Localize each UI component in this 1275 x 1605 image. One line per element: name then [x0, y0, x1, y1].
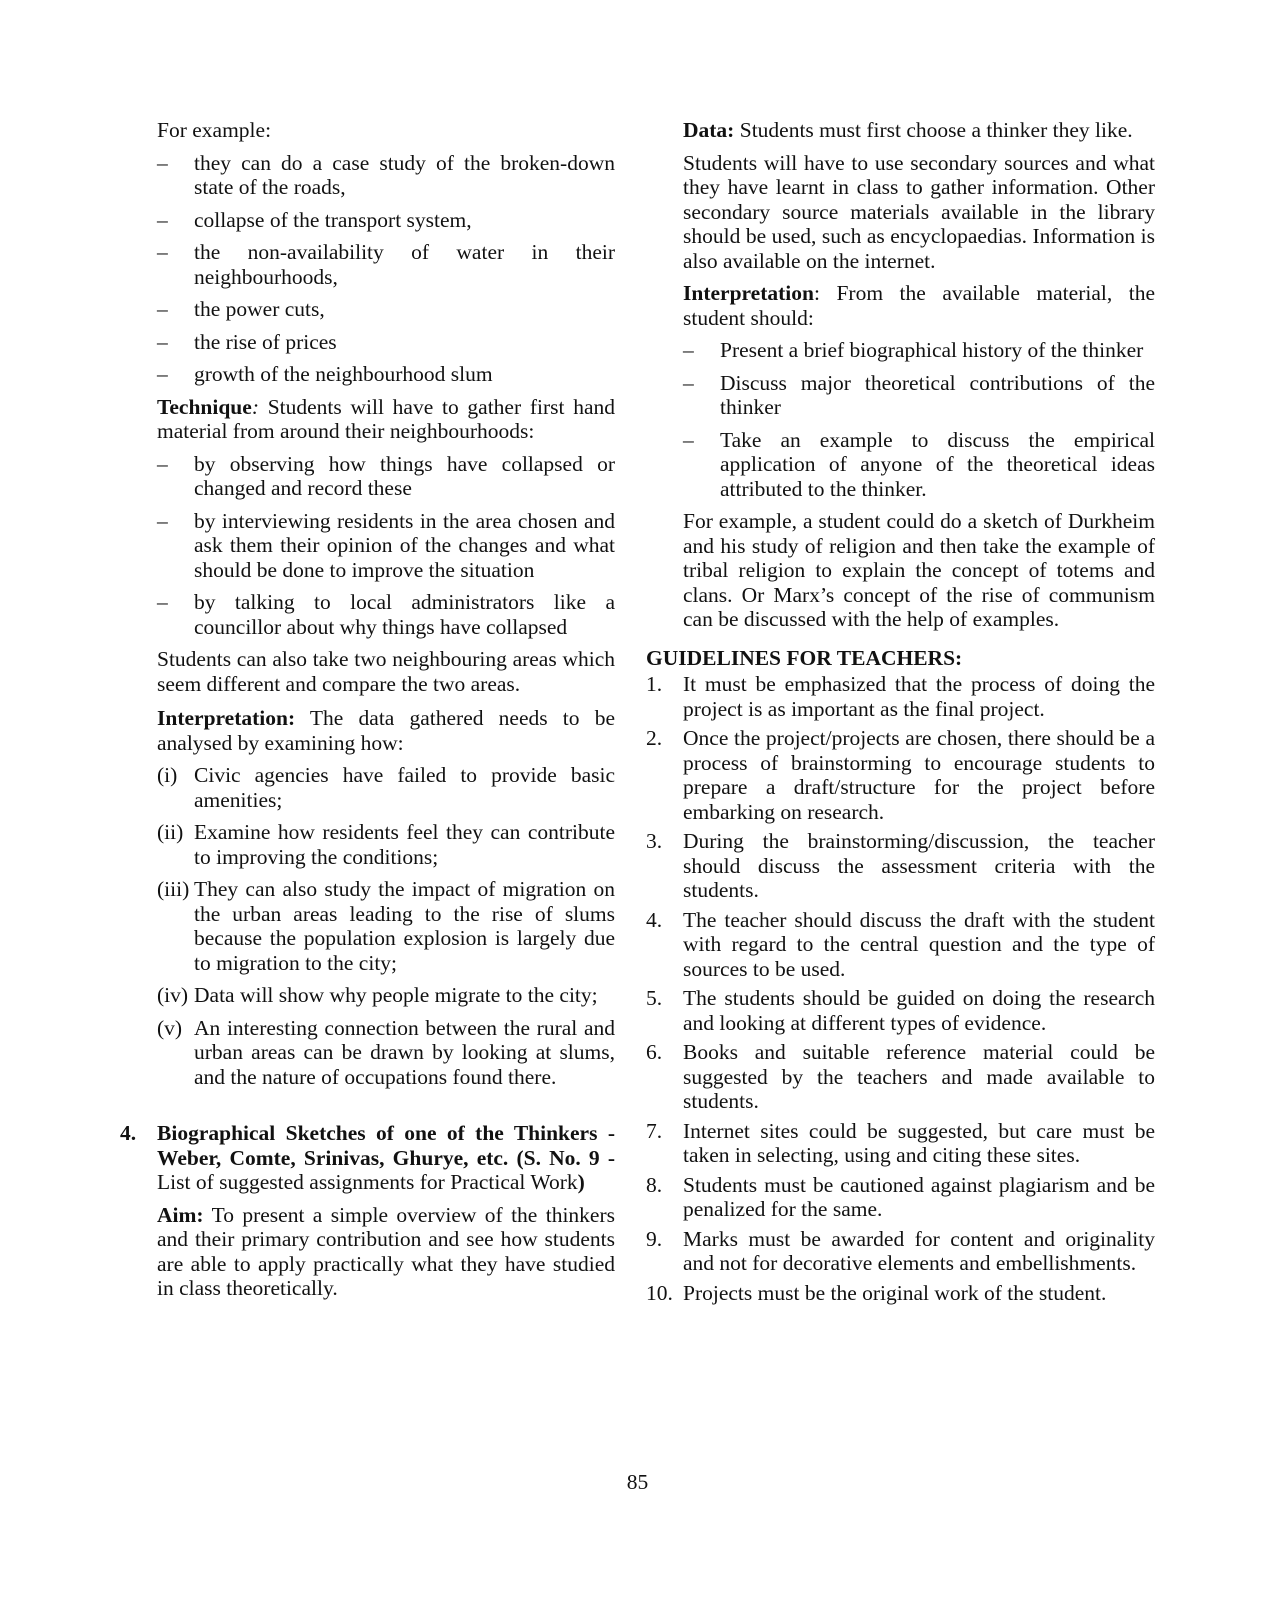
data-label: Data:	[683, 118, 735, 142]
list-item: – growth of the neighbourhood slum	[157, 362, 493, 386]
list-item: (iii) They can also study the impact of migration on the urban areas leading to the rise of slums because the population explosion is largely due to migration to the city;	[157, 877, 615, 975]
list-item: 2. Once the project/projects are chosen, there should be a process of brainstorming to encourage students to prepare a draft/structure for the project before embarking on research.	[646, 726, 1155, 824]
left-column	[120, 118, 615, 1301]
list-item: – the power cuts,	[157, 297, 325, 321]
list-item: – the rise of prices	[157, 329, 337, 354]
list-item: – Take an example to discuss the empirical application of anyone of the theoretical ideas attributed to the thinker.	[683, 427, 1155, 501]
list-item: (ii) Examine how residents feel they can contribute to improving the conditions;	[157, 820, 615, 869]
list-item: 7. Internet sites could be suggested, but care must be taken in selecting, using and citing these sites.	[646, 1118, 1155, 1167]
data-paragraph: Data: Students must first choose a thinker they like.	[683, 118, 1133, 142]
list-item: 1. It must be emphasized that the process of doing the project is as important as the final project.	[646, 672, 1155, 721]
list-item: 4. The teacher should discuss the draft with the student with regard to the central question and the type of sources to be used.	[646, 907, 1155, 981]
for-example-intro: For example:	[157, 118, 272, 142]
list-item: – by observing how things have collapsed or changed and record these	[157, 451, 615, 500]
interpretation-label: Interpretation:	[157, 706, 296, 730]
compare-paragraph: Students can also take two neighbouring areas which seem different and compare the two areas.	[157, 647, 615, 696]
dash-bullet: –	[157, 362, 168, 386]
aim-paragraph: Aim: To present a simple overview of the thinkers and their primary contribution and see how students are able to apply practically what they have studied in class theoretically.	[157, 1202, 615, 1300]
dash-bullet: –	[157, 590, 168, 614]
dash-bullet: –	[683, 427, 694, 452]
list-item: – they can do a case study of the broken-down state of the roads,	[157, 150, 615, 199]
interpretation-paragraph: Interpretation: The data gathered needs to be analysed by examining how:	[157, 706, 615, 755]
list-item: 10. Projects must be the original work of the student.	[646, 1280, 1107, 1305]
section-4-heading: 4. Biographical Sketches of one of the Thinkers - Weber, Comte, Srinivas, Ghurye, etc. (S. No. 9 - List of suggested assignments for Practical Work)	[120, 1121, 615, 1194]
list-item: 5. The students should be guided on doing the research and looking at different types of evidence.	[646, 986, 1155, 1035]
list-item: 9. Marks must be awarded for content and originality and not for decorative elements and embellishments.	[646, 1226, 1155, 1275]
dash-bullet: –	[683, 338, 694, 362]
dash-bullet: –	[157, 207, 168, 232]
list-item: (iv) Data will show why people migrate to the city;	[157, 983, 598, 1007]
list-item: (i) Civic agencies have failed to provide basic amenities;	[157, 763, 615, 812]
list-item: – by interviewing residents in the area chosen and ask them their opinion of the changes and what should be done to improve the situation	[157, 508, 615, 582]
list-item: (v) An interesting connection between the rural and urban areas can be drawn by looking at slums, and the nature of occupations found there.	[157, 1015, 615, 1089]
list-item: – Present a brief biographical history of the thinker	[683, 338, 1144, 362]
right-interpretation-paragraph: Interpretation: From the available material, the student should:	[683, 281, 1155, 330]
list-item: – Discuss major theoretical contributions of the thinker	[683, 370, 1155, 419]
dash-bullet: –	[157, 329, 168, 354]
sources-paragraph: Students will have to use secondary sources and what they have learnt in class to gather information. Other secondary source materials available in the library should be used, such as encyclopaedias. Information is also available on the internet.	[683, 150, 1155, 273]
dash-bullet: –	[157, 297, 168, 321]
dash-bullet: –	[157, 508, 168, 533]
list-item: 8. Students must be cautioned against plagiarism and be penalized for the same.	[646, 1172, 1155, 1221]
page-number: 85	[626, 1470, 649, 1494]
list-item: 6. Books and suitable reference material could be suggested by the teachers and made available to students.	[646, 1040, 1155, 1113]
aim-label: Aim:	[157, 1202, 204, 1227]
technique-paragraph: Technique: Students will have to gather first hand material from around their neighbourhoods:	[157, 394, 615, 443]
interpretation-label: Interpretation	[683, 281, 814, 305]
dash-bullet: –	[157, 240, 168, 264]
list-item: – by talking to local administrators like a councillor about why things have collapsed	[157, 590, 615, 639]
list-item: 3. During the brainstorming/discussion, the teacher should discuss the assessment criteria with the students.	[646, 829, 1155, 902]
dash-bullet: –	[157, 451, 168, 476]
list-item: – the non-availability of water in their neighbourhoods,	[157, 240, 615, 289]
list-item: – collapse of the transport system,	[157, 207, 472, 232]
technique-label: Technique	[157, 394, 252, 419]
dash-bullet: –	[683, 370, 694, 395]
right-column	[646, 118, 1155, 1305]
durkheim-example-paragraph: For example, a student could do a sketch of Durkheim and his study of religion and then take the example of tribal religion to explain the concept of totems and clans. Or Marx’s concept of the rise of communism can be discussed with the help of examples.	[683, 509, 1155, 631]
dash-bullet: –	[157, 150, 168, 175]
guidelines-heading: GUIDELINES FOR TEACHERS:	[646, 645, 963, 670]
